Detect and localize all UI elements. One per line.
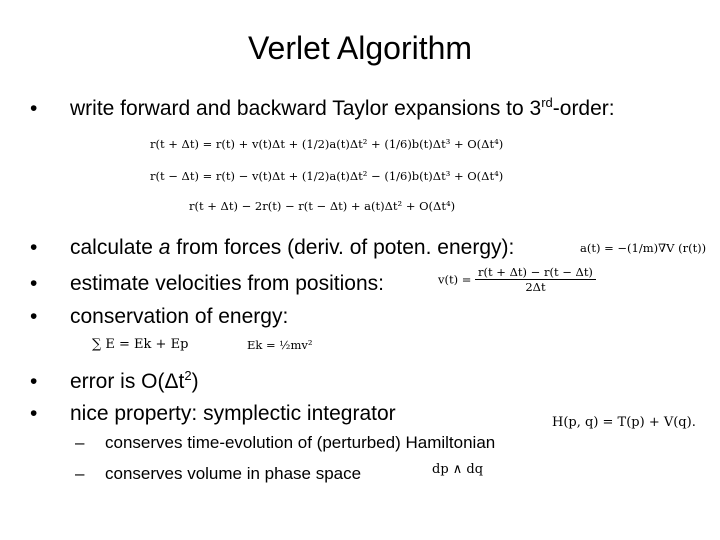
bullet-dot: • [30, 402, 38, 425]
bullet-symplectic [30, 402, 510, 428]
sub-bullet-text: conserves volume in phase space [105, 464, 362, 483]
bullet-text-after: from forces (deriv. of poten. energy): [170, 236, 515, 259]
sub-bullet-dash: – [75, 464, 85, 483]
bullet-text-after: ) [191, 370, 199, 393]
bullet-estimate-velocities [30, 272, 430, 298]
superscript-2: 2 [184, 368, 192, 383]
bullet-text: estimate velocities from positions: [70, 272, 384, 295]
velocity-lhs: v(t) = [438, 272, 472, 287]
bullet-dot: • [30, 305, 38, 328]
bullet-calculate-acceleration [30, 236, 590, 262]
bullet-dot: • [30, 97, 38, 120]
equation-taylor-backward: r(t − Δt) = r(t) − v(t)Δt + (1/2)a(t)Δt² − (1/6)b(t)Δt³ + O(Δt⁴) [150, 169, 504, 183]
equation-acceleration: a(t) = −(1/m)∇V (r(t)) [580, 241, 707, 255]
sub-bullet-phase-space [75, 464, 415, 486]
bullet-text: conservation of energy: [70, 305, 289, 328]
superscript-rd: rd [541, 95, 553, 110]
equation-velocity [438, 265, 596, 294]
bullet-text [70, 370, 199, 394]
bullet-text-before: error is O( [70, 370, 165, 393]
equation-verlet-update: r(t + Δt) − 2r(t) − r(t − Δt) + a(t)Δt² + O(Δt⁴) [189, 199, 456, 213]
bullet-dot: • [30, 370, 38, 393]
equation-energy-sum: ∑ E = Ek + Ep [92, 337, 189, 352]
bullet-dot: • [30, 272, 38, 295]
sub-bullet-dash: – [75, 433, 85, 452]
equation-hamiltonian: H(p, q) = T(p) + V(q). [552, 415, 696, 430]
equation-kinetic-energy: Ek = ½mv² [247, 338, 313, 352]
bullet-dot: • [30, 236, 38, 259]
velocity-fraction [475, 265, 596, 294]
velocity-denominator: 2Δt [525, 280, 546, 294]
sub-bullet-hamiltonian [75, 433, 575, 455]
bullet-text-before: calculate [70, 236, 159, 259]
equation-phase-volume: dp ∧ dq [432, 462, 484, 477]
delta-symbol: Δ [164, 370, 179, 393]
bullet-text: nice property: symplectic integrator [70, 402, 396, 425]
bullet-conservation-energy [30, 305, 430, 331]
acceleration-symbol: a [158, 236, 171, 259]
slide-title: Verlet Algorithm [247, 30, 473, 66]
velocity-numerator: r(t + Δt) − r(t − Δt) [475, 265, 596, 280]
bullet-error-order [30, 370, 330, 396]
time-symbol: t [178, 370, 185, 393]
bullet-text-main: write forward and backward Taylor expansions to 3 [70, 97, 542, 120]
bullet-text-after: -order: [552, 97, 615, 120]
bullet-text [70, 236, 514, 260]
bullet-taylor-expansions [30, 97, 710, 123]
equation-taylor-forward: r(t + Δt) = r(t) + v(t)Δt + (1/2)a(t)Δt² + (1/6)b(t)Δt³ + O(Δt⁴) [150, 137, 504, 151]
sub-bullet-text: conserves time-evolution of (perturbed) Hamiltonian [105, 433, 496, 452]
bullet-text [70, 97, 615, 121]
